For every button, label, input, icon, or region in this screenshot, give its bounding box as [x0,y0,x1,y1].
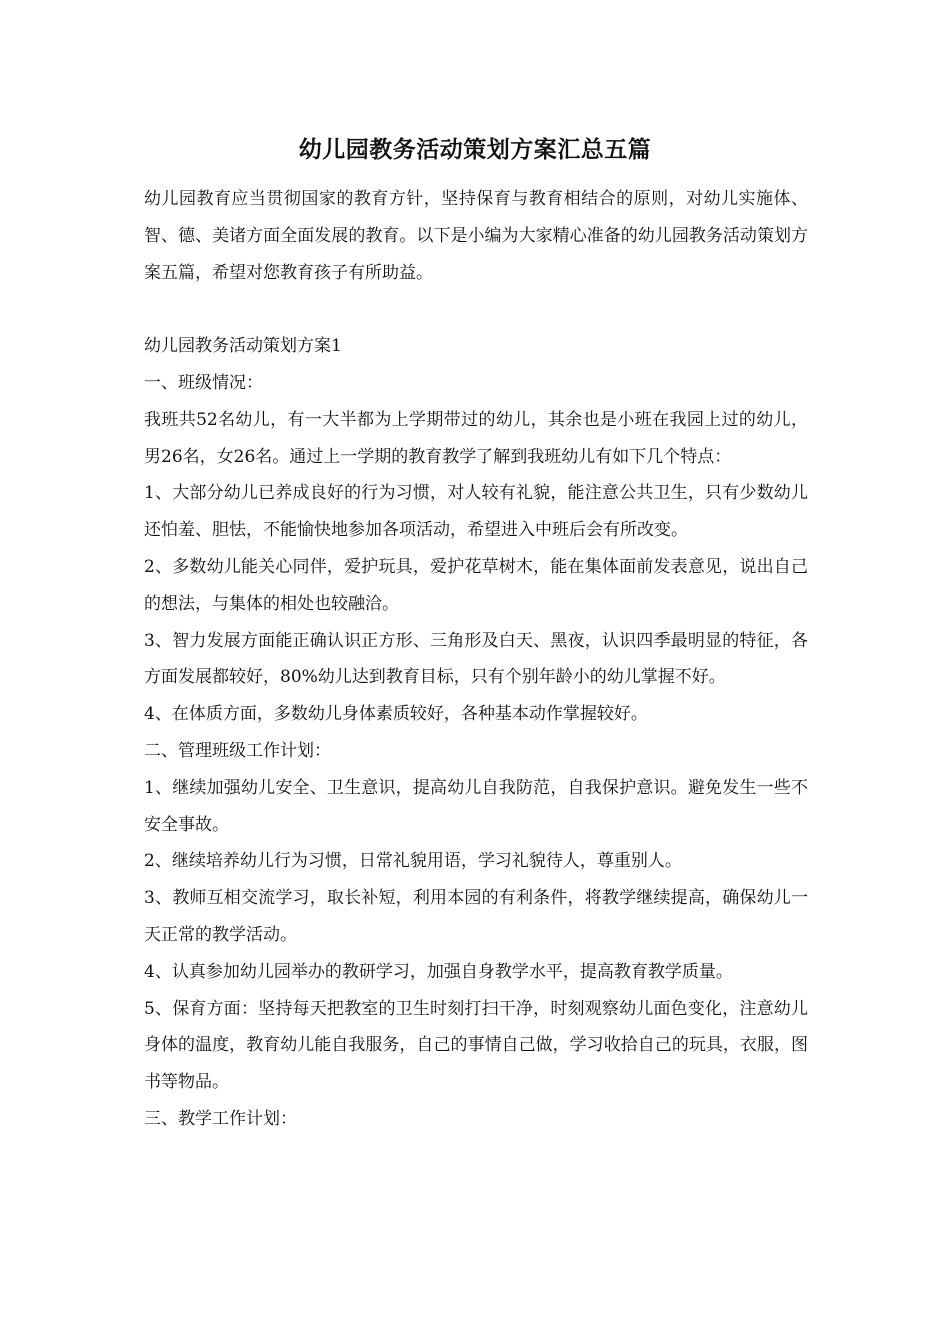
feature-item: 3、智力发展方面能正确认识正方形、三角形及白天、黑夜，认识四季最明显的特征，各方面发展都较好，80%幼儿达到教育目标，只有个别年龄小的幼儿掌握不好。 [144,630,808,688]
feature-item: 1、大部分幼儿已养成良好的行为习惯，对人较有礼貌，能注意公共卫生，只有少数幼儿还怕羞、胆怯，不能愉快地参加各项活动，希望进入中班后会有所改变。 [144,483,808,541]
management-heading: 二、管理班级工作计划： [144,740,331,761]
management-item: 3、教师互相交流学习，取长补短，利用本园的有利条件，将教学继续提高，确保幼儿一天正常的教学活动。 [144,888,808,945]
intro-paragraph: 幼儿园教育应当贯彻国家的教育方针，坚持保育与教育相结合的原则，对幼儿实施体、智、德、美诸方面全面发展的教育。以下是小编为大家精心准备的幼儿园教务活动策划方案五篇，希望对您教育孩子有所助益。 [144,189,808,283]
class-intro-paragraph: 我班共52名幼儿，有一大半都为上学期带过的幼儿，其余也是小班在我园上过的幼儿，男26名，女26名。通过上一学期的教育教学了解到我班幼儿有如下几个特点： [144,409,808,467]
paragraph-spacer [144,291,808,328]
management-item: 5、保育方面：坚持每天把教室的卫生时刻打扫干净，时刻观察幼儿面色变化，注意幼儿身体的温度，教育幼儿能自我服务，自己的事情自己做，学习收拾自己的玩具，衣服，图书等物品。 [144,998,808,1093]
section-title: 幼儿园教务活动策划方案1 [144,336,342,357]
management-item: 4、认真参加幼儿园举办的教研学习，加强自身教学水平，提高教育教学质量。 [144,961,733,982]
management-item: 1、继续加强幼儿安全、卫生意识，提高幼儿自我防范，自我保护意识。避免发生一些不安全事故。 [144,777,808,835]
teaching-heading: 三、教学工作计划： [144,1108,297,1129]
feature-item: 2、多数幼儿能关心同伴，爱护玩具，爱护花草树木，能在集体面前发表意见，说出自己的想法，与集体的相处也较融洽。 [144,556,808,614]
management-item: 2、继续培养幼儿行为习惯，日常礼貌用语，学习礼貌待人，尊重别人。 [144,851,682,872]
feature-item: 4、在体质方面，多数幼儿身体素质较好，各种基本动作掌握较好。 [144,704,648,725]
document-body [144,181,808,1138]
document-title: 幼儿园教务活动策划方案汇总五篇 [298,136,652,163]
class-heading: 一、班级情况： [144,372,263,393]
